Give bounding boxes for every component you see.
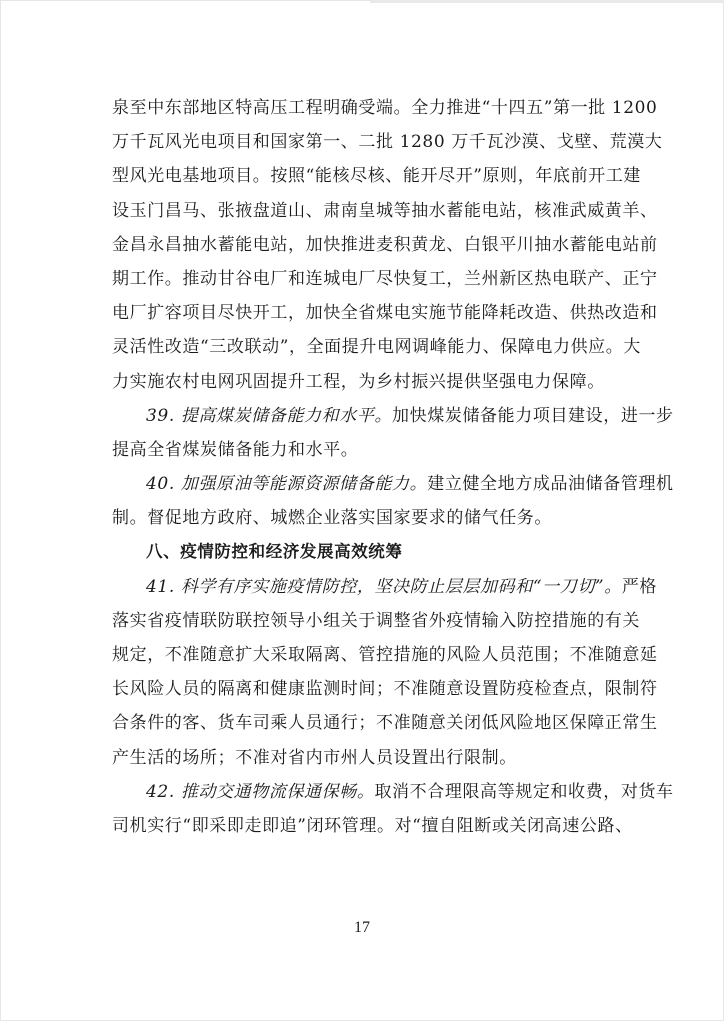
text-line: 落实省疫情联防联控领导小组关于调整省外疫情输入防控措施的有关 bbox=[112, 610, 640, 631]
text-line: 制。督促地方政府、城燃企业落实国家要求的储气任务。 bbox=[112, 508, 552, 529]
text-line: 力实施农村电网巩固提升工程，为乡村振兴提供坚强电力保障。 bbox=[112, 371, 605, 392]
item-42 bbox=[112, 775, 674, 843]
text-line: 电厂扩容项目尽快开工，加快全省煤电实施节能降耗改造、供热改造和 bbox=[112, 303, 658, 324]
text-line: 合条件的客、货车司乘人员通行；不准随意关闭低风险地区保障正常生 bbox=[112, 713, 658, 734]
section-heading: 八、疫情防控和经济发展高效统筹 bbox=[146, 542, 403, 562]
item-text: 加快煤炭储备能力项目建设，进一步 bbox=[392, 405, 674, 426]
text-line: 泉至中东部地区特高压工程明确受端。全力推进“十四五”第一批 1200 bbox=[112, 98, 658, 118]
item-lead: 42. 推动交通物流保通保畅。 bbox=[146, 781, 375, 802]
text-line: 万千瓦风光电项目和国家第一、二批 1280 万千瓦沙漠、戈壁、荒漠大 bbox=[112, 132, 663, 153]
item-39 bbox=[112, 399, 674, 467]
item-lead: 40. 加强原油等能源资源储备能力。 bbox=[146, 474, 428, 495]
item-41 bbox=[112, 570, 658, 775]
item-text: 取消不合理限高等规定和收费，对货车 bbox=[374, 781, 674, 802]
text-line bbox=[112, 467, 674, 501]
text-line bbox=[112, 775, 674, 809]
page-top-edge bbox=[370, 0, 724, 3]
text-line: 期工作。推动甘谷电厂和连城电厂尽快复工，兰州新区热电联产、正宁 bbox=[112, 268, 658, 289]
text-line: 提高全省煤炭储备能力和水平。 bbox=[112, 439, 359, 460]
item-40 bbox=[112, 467, 674, 535]
item-text: 严格 bbox=[621, 576, 658, 597]
text-line bbox=[112, 399, 674, 433]
item-lead: 41. 科学有序实施疫情防控，坚决防止层层加码和“一刀切”。 bbox=[146, 576, 622, 597]
paragraph-continuation bbox=[112, 91, 663, 399]
text-line: 金昌永昌抽水蓄能电站，加快推进麦积黄龙、白银平川抽水蓄能电站前 bbox=[112, 234, 658, 255]
text-line: 灵活性改造“三改联动”，全面提升电网调峰能力、保障电力供应。大 bbox=[112, 337, 641, 358]
text-line: 产生活的场所；不准对省内市州人员设置出行限制。 bbox=[112, 747, 517, 768]
text-line: 长风险人员的隔离和健康监测时间；不准随意设置防疫检查点，限制符 bbox=[112, 679, 658, 700]
text-line: 规定，不准随意扩大采取隔离、管控措施的风险人员范围；不准随意延 bbox=[112, 645, 658, 665]
text-line: 司机实行“即采即走即追”闭环管理。对“擅自阻断或关闭高速公路、 bbox=[112, 815, 633, 836]
item-text: 建立健全地方成品油储备管理机 bbox=[427, 474, 674, 495]
text-line: 型风光电基地项目。按照“能核尽核、能开尽开”原则，年底前开工建 bbox=[112, 166, 641, 187]
page-number: 17 bbox=[354, 919, 370, 936]
text-line bbox=[112, 570, 658, 604]
item-lead: 39. 提高煤炭储备能力和水平。 bbox=[146, 405, 393, 426]
text-line: 设玉门昌马、张掖盘道山、肃南皇城等抽水蓄能电站，核准武威黄羊、 bbox=[112, 200, 658, 221]
document-body bbox=[112, 91, 674, 843]
